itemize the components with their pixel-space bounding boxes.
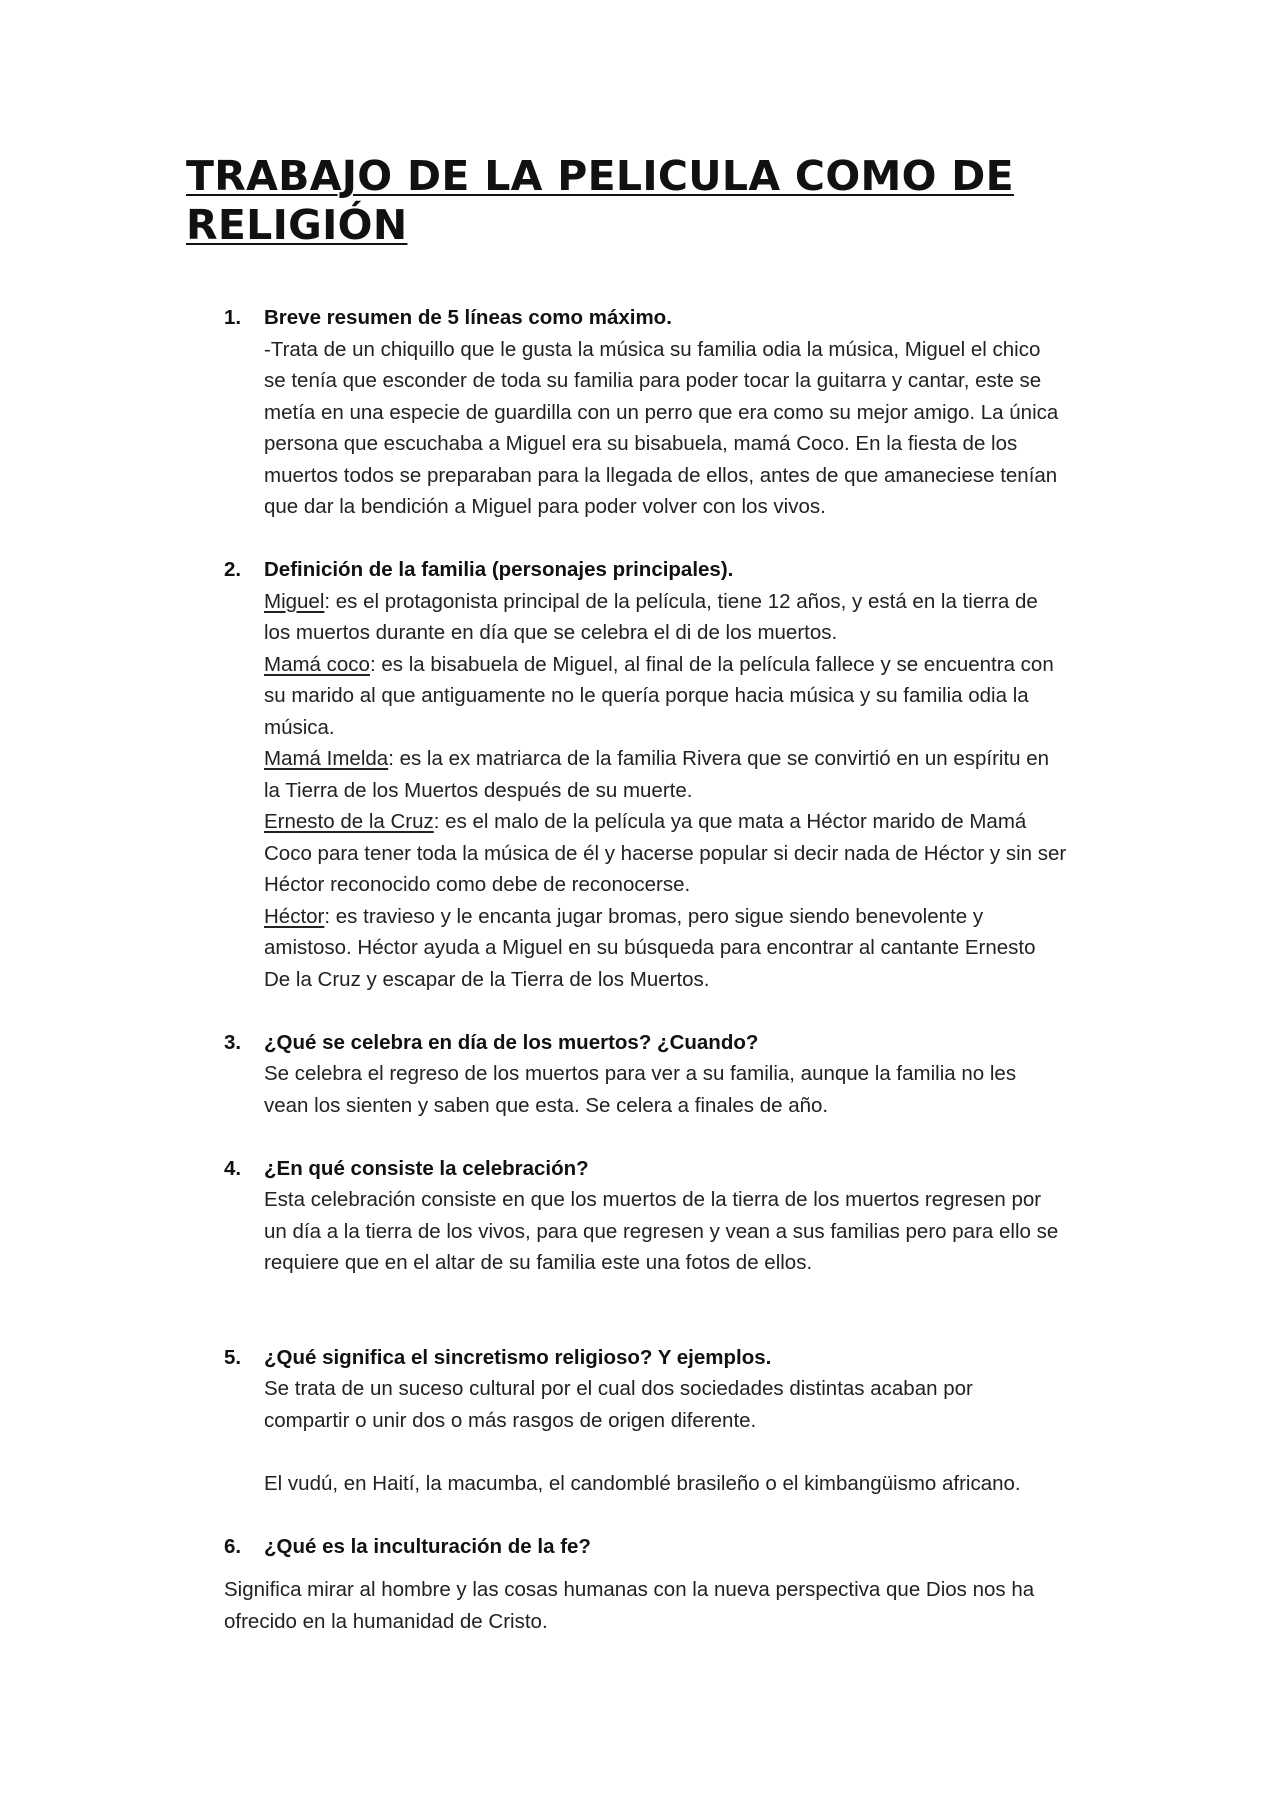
- answer-line: Coco para tener toda la música de él y hacerse popular si decir nada de Héctor y sin ser: [264, 841, 1067, 865]
- list-item-5: [224, 1342, 1124, 1500]
- item-number: 5.: [224, 1345, 242, 1369]
- list-item-4: [224, 1153, 1124, 1279]
- answer-line: la Tierra de los Muertos después de su muerte.: [264, 778, 693, 802]
- answer-line: Se celebra el regreso de los muertos para ver a su familia, aunque la familia no les: [264, 1062, 1017, 1085]
- answer-line: muertos todos se preparaban para la llegada de ellos, antes de que amaneciese tenían: [264, 463, 1058, 487]
- answer-line: Se trata de un suceso cultural por el cual dos sociedades distintas acaban por: [264, 1377, 973, 1400]
- answer-6: [224, 1574, 1124, 1637]
- item-number: 1.: [224, 306, 242, 329]
- answer-line: requiere que en el altar de su familia este una fotos de ellos.: [264, 1251, 813, 1274]
- answer-line: metía en una especie de guardilla con un perro que era como su mejor amigo. La única: [264, 400, 1059, 424]
- question-heading: ¿Qué es la inculturación de la fe?: [264, 1534, 591, 1558]
- question-heading: Breve resumen de 5 líneas como máximo.: [264, 306, 672, 329]
- title-line-1: TRABAJO DE LA PELICULA COMO DE: [186, 152, 1014, 200]
- document-title: [186, 152, 1086, 250]
- answer-line: se tenía que esconder de toda su familia para poder tocar la guitarra y cantar, este se: [264, 369, 1042, 392]
- character-description: : es el malo de la película ya que mata a Héctor marido de Mamá: [433, 810, 1027, 833]
- answer-line: ofrecido en la humanidad de Cristo.: [224, 1609, 548, 1633]
- character-name: Mamá Imelda: [264, 747, 389, 770]
- answer-line: Esta celebración consiste en que los muertos de la tierra de los muertos regresen por: [264, 1188, 1042, 1211]
- item-number: 2.: [224, 558, 242, 581]
- answer-line: persona que escuchaba a Miguel era su bisabuela, mamá Coco. En la fiesta de los: [264, 432, 1018, 455]
- question-list: [224, 302, 1124, 1637]
- character-ernesto: [264, 806, 1124, 838]
- examples-line: El vudú, en Haití, la macumba, el candomblé brasileño o el kimbangüismo africano.: [264, 1471, 1021, 1495]
- answer-line: un día a la tierra de los vivos, para que regresen y vean a sus familias pero para ello se: [264, 1219, 1059, 1243]
- character-description: : es la ex matriarca de la familia Rivera que se convirtió en un espíritu en: [388, 747, 1050, 770]
- question-heading: Definición de la familia (personajes principales).: [264, 558, 734, 581]
- spacer: [264, 1436, 1124, 1468]
- character-description: : es el protagonista principal de la película, tiene 12 años, y está en la tierra de: [324, 589, 1038, 613]
- question-heading: ¿En qué consiste la celebración?: [264, 1156, 589, 1180]
- answer-line: vean los sienten y saben que esta. Se celera a finales de año.: [264, 1093, 829, 1117]
- list-item-3: [224, 1027, 1124, 1122]
- character-name: Miguel: [264, 589, 325, 613]
- character-hector: [264, 901, 1124, 933]
- answer-line: su marido al que antiguamente no le quería porque hacia música y su familia odia la: [264, 684, 1029, 707]
- answer-line: compartir o unir dos o más rasgos de origen diferente.: [264, 1408, 757, 1432]
- character-name: Ernesto de la Cruz: [264, 810, 434, 833]
- item-number: 4.: [224, 1156, 242, 1180]
- answer-line: que dar la bendición a Miguel para poder volver con los vivos.: [264, 495, 826, 518]
- answer-line: música.: [264, 715, 335, 739]
- character-name: Héctor: [264, 904, 325, 928]
- question-heading: ¿Qué se celebra en día de los muertos? ¿Cuando?: [264, 1030, 759, 1054]
- list-item-6: [224, 1531, 1124, 1563]
- answer-line: De la Cruz y escapar de la Tierra de los Muertos.: [264, 967, 710, 991]
- character-mama-coco: [264, 649, 1124, 681]
- list-item-2: [224, 554, 1124, 995]
- answer-line: amistoso. Héctor ayuda a Miguel en su búsqueda para encontrar al cantante Ernesto: [264, 936, 1036, 959]
- answer-line: Héctor reconocido como debe de reconocerse.: [264, 873, 691, 896]
- item-number: 6.: [224, 1534, 242, 1558]
- question-heading: ¿Qué significa el sincretismo religioso? Y ejemplos.: [264, 1345, 772, 1369]
- character-miguel: [264, 586, 1124, 618]
- answer-line: Significa mirar al hombre y las cosas humanas con la nueva perspectiva que Dios nos ha: [224, 1578, 1035, 1601]
- answer-line: los muertos durante en día que se celebra el di de los muertos.: [264, 621, 838, 644]
- list-item-1: [224, 302, 1124, 523]
- title-line-2: RELIGIÓN: [186, 201, 408, 249]
- character-description: : es la bisabuela de Miguel, al final de la película fallece y se encuentra con: [369, 652, 1054, 676]
- character-description: : es travieso y le encanta jugar bromas, pero sigue siendo benevolente y: [324, 904, 984, 928]
- answer-line: -Trata de un chiquillo que le gusta la música su familia odia la música, Miguel el chico: [264, 337, 1041, 361]
- item-number: 3.: [224, 1030, 242, 1054]
- character-mama-imelda: [264, 743, 1124, 775]
- character-name: Mamá coco: [264, 652, 370, 676]
